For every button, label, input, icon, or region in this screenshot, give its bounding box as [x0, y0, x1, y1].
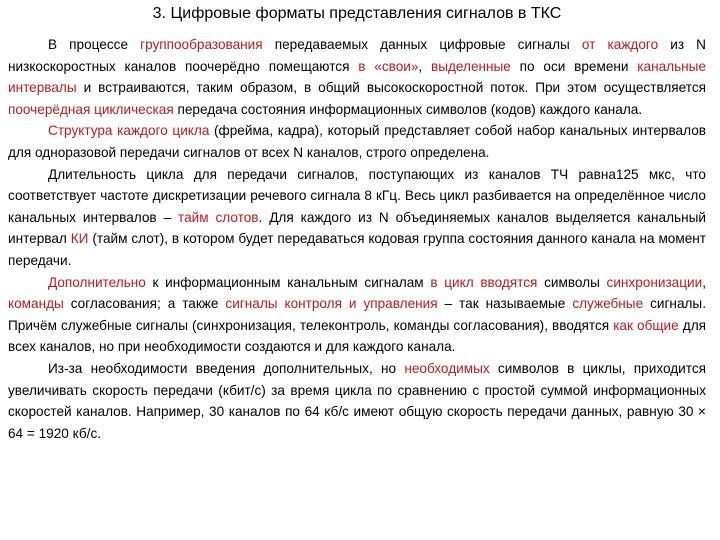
text-run: для всех каналов, но при необходимости создаются и для каждого канала.: [8, 317, 706, 355]
highlighted-term: синхронизации: [606, 274, 703, 290]
text-run: Из-за необходимости введения дополнительных, но: [48, 360, 405, 376]
text-run: ,: [702, 274, 706, 290]
text-run: Длительность цикла для передачи сигналов, поступающих из каналов ТЧ равна125 мкс, что соответствует частоте дискретизации речевого сигнала 8 кГц. Весь цикл разбивается на определённое число канальных интервалов –: [8, 166, 706, 225]
text-run: В процессе: [48, 37, 141, 52]
text-run: по оси времени: [510, 58, 638, 74]
highlighted-term: выделенные: [431, 58, 511, 74]
highlighted-term: в «свои»: [358, 58, 419, 74]
paragraph-1: [8, 34, 706, 120]
text-run: согласования; а также: [63, 296, 226, 312]
highlighted-term: в цикл вводятся: [430, 274, 538, 290]
highlighted-term: КИ: [70, 231, 89, 247]
text-run: символы: [537, 274, 607, 290]
text-run: сигналы. Причём служебные сигналы (синхронизация, телеконтроль, команды согласования), вводятся: [8, 296, 706, 333]
slide-title: 3. Цифровые форматы представления сигналов в ТКС: [152, 5, 562, 22]
paragraph-5: [8, 358, 706, 444]
highlighted-term: служебные: [572, 296, 644, 312]
highlighted-term: Дополнительно: [48, 274, 146, 290]
text-run: и встраиваются, таким образом, в общий высокоскоростной поток. При этом осуществляется: [76, 80, 706, 96]
text-run: (тайм слот), в котором будет передаваться кодовая группа состояния данного канала на момент передачи.: [8, 231, 707, 268]
text-run: символов в циклы, приходится увеличивать скорость передачи (кбит/с) за время цикла по сравнению с простой суммой информационных скоростей каналов. Например, 30 каналов по 64 кб/с имеют общую скорость передачи данных, равную 30 × 64 = 1920 кб/с.: [8, 360, 706, 441]
text-run: к информационным канальным сигналам: [145, 274, 431, 290]
highlighted-term: сигналы контроля и управления: [225, 296, 438, 312]
paragraph-3: [8, 164, 706, 272]
highlighted-term: от каждого: [581, 37, 659, 52]
slide-body: [8, 34, 706, 444]
highlighted-term: Структура: [48, 123, 113, 139]
highlighted-term: тайм слотов: [178, 209, 259, 225]
highlighted-term: поочерёдная циклическая: [8, 101, 174, 117]
paragraph-4: [8, 272, 706, 358]
paragraph-2: [8, 120, 706, 163]
text-run: . Для каждого из N объединяемых каналов выделяется канальный интервал: [8, 209, 706, 247]
text-run: (фрейма, кадра), который представляет собой набор канальных интервалов для одноразовой передачи сигналов от всех N каналов, строго определена.: [8, 123, 706, 160]
highlighted-term: каждого цикла: [117, 123, 210, 139]
text-run: ,: [418, 58, 431, 74]
text-run: из N низкоскоростных каналов поочерёдно помещаются: [8, 37, 706, 74]
highlighted-term: необходимых: [404, 360, 490, 376]
text-run: передаваемых данных цифровые сигналы: [262, 37, 582, 52]
text-run: передача состояния информационных символов (кодов) каждого канала.: [173, 101, 643, 117]
highlighted-term: команды: [8, 296, 64, 312]
highlighted-term: канальные интервалы: [8, 58, 707, 96]
text-run: – так называемые: [437, 296, 573, 312]
highlighted-term: как общие: [613, 317, 679, 333]
highlighted-term: группообразования: [140, 37, 263, 52]
